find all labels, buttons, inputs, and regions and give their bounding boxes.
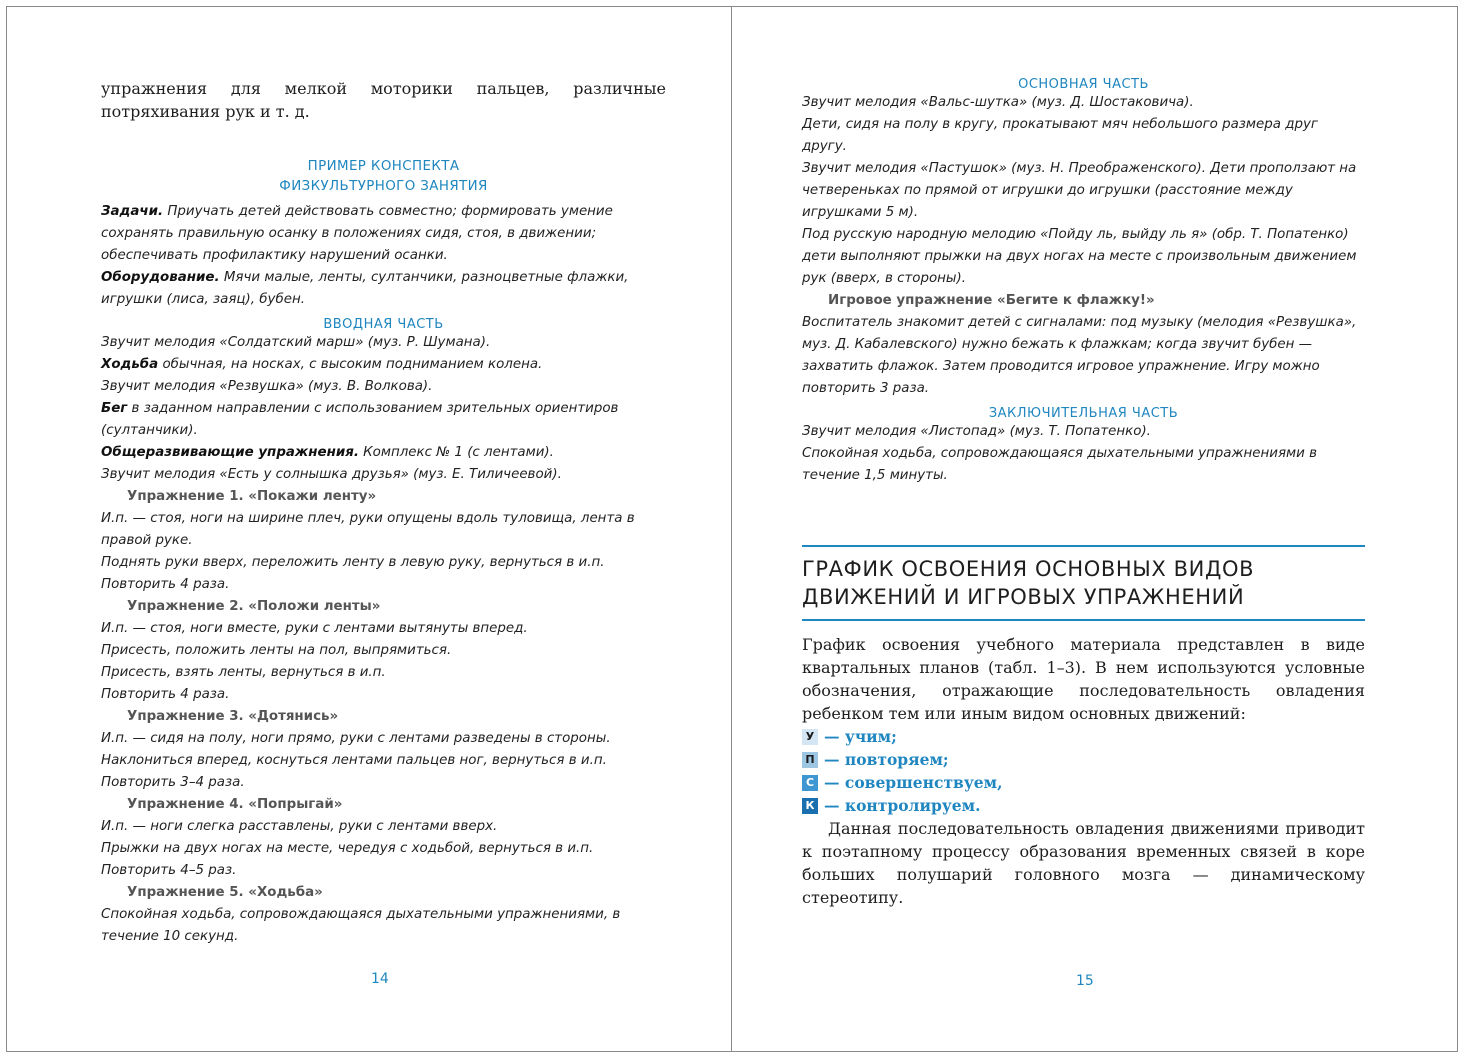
walk-label: Ходьба <box>101 357 159 372</box>
exercise-line: Повторить 4–5 раз. <box>101 863 237 878</box>
conclusion-paragraph: Данная последовательность овладения движениями приводит к поэтапному процессу образования временных связей в коре больших полушарий головного мозга — динамическому стереотипу. <box>802 819 1365 907</box>
tasks-label: Задачи. <box>101 204 164 219</box>
page-number: 14 <box>371 971 389 987</box>
exercise-line: И.п. — стоя, ноги на ширине плеч, руки опущены вдоль туловища, лента в правой руке. <box>101 511 635 548</box>
exercise-line: Повторить 4 раза. <box>101 577 230 592</box>
right-page <box>732 6 1458 1052</box>
legend-text: — совершенствуем, <box>824 773 1003 792</box>
text-line: Дети, сидя на полу в кругу, прокатывают мяч небольшого размера друг другу. <box>802 117 1318 154</box>
equipment-paragraph <box>101 267 666 311</box>
walk-text: обычная, на носках, с высоким подниманием колена. <box>158 357 543 372</box>
text-line: Звучит мелодия «Резвушка» (муз. В. Волкова). <box>101 379 433 394</box>
exercise-5-title: Упражнение 5. «Ходьба» <box>127 885 323 900</box>
legend-item <box>802 771 1365 794</box>
exercise-line: И.п. — стоя, ноги вместе, руки с лентами вытянуты вперед. <box>101 621 528 636</box>
text-line: Звучит мелодия «Вальс-шутка» (муз. Д. Шостаковича). <box>802 95 1194 110</box>
text-line: Звучит мелодия «Солдатский марш» (муз. Р. Шумана). <box>101 335 491 350</box>
legend-marker-u: У <box>802 729 818 745</box>
legend <box>802 725 1365 817</box>
game-exercise-text: Воспитатель знакомит детей с сигналами: под музыку (мелодия «Резвушка», муз. Д. Кабалевского) нужно бежать к флажкам; когда звучит бубен — захватить флажок. Затем проводится игровое упражнение. Игру можно повторить 3 раза. <box>802 315 1357 396</box>
run-paragraph <box>101 398 666 442</box>
exercise-line: Присесть, положить ленты на пол, выпрямиться. <box>101 643 452 658</box>
chart-description-paragraph: График освоения учебного материала представлен в виде квартальных планов (табл. 1–3). В нем используются условные обозначения, отражающие последовательность овладения ребенком тем или иным видом основных движений: <box>802 635 1365 723</box>
general-exercises-label: Общеразвивающие упражнения. <box>101 445 359 460</box>
exercise-line: Повторить 3–4 раза. <box>101 775 245 790</box>
exercise-line: Прыжки на двух ногах на месте, чередуя с ходьбой, вернуться в и.п. <box>101 841 594 856</box>
exercise-4-title: Упражнение 4. «Попрыгай» <box>127 797 343 812</box>
main-part-heading: ОСНОВНАЯ ЧАСТЬ <box>1018 77 1149 92</box>
exercise-line: Спокойная ходьба, сопровождающаяся дыхательными упражнениями, в течение 10 секунд. <box>101 907 621 944</box>
left-page <box>6 6 732 1052</box>
legend-item <box>802 794 1365 817</box>
legend-text: — учим; <box>824 727 897 746</box>
section-title-line2: ФИЗКУЛЬТУРНОГО ЗАНЯТИЯ <box>279 179 488 194</box>
chapter-heading-line2: ДВИЖЕНИЙ И ИГРОВЫХ УПРАЖНЕНИЙ <box>802 585 1245 609</box>
exercise-line: И.п. — ноги слегка расставлены, руки с лентами вверх. <box>101 819 498 834</box>
legend-marker-p: П <box>802 752 818 768</box>
text-line: Под русскую народную мелодию «Пойду ль, выйду ль я» (обр. Т. Попатенко) дети выполняют прыжки на двух ногах на месте с произвольным движением рук (вверх, в стороны). <box>802 227 1357 286</box>
equipment-text: Мячи малые, ленты, султанчики, разноцветные флажки, игрушки (лиса, заяц), бубен. <box>101 270 629 307</box>
tasks-text: Приучать детей действовать совместно; формировать умение сохранять правильную осанку в положениях сидя, стоя, в движении; обеспечивать профилактику нарушений осанки. <box>101 204 613 263</box>
legend-marker-k: К <box>802 798 818 814</box>
game-exercise-title: Игровое упражнение «Бегите к флажку!» <box>828 293 1155 308</box>
chapter-heading <box>802 545 1365 621</box>
exercise-line: Повторить 4 раза. <box>101 687 230 702</box>
left-column <box>101 77 666 948</box>
exercise-1-title: Упражнение 1. «Покажи ленту» <box>127 489 377 504</box>
legend-text: — контролируем. <box>824 796 981 815</box>
run-text: в заданном направлении с использованием зрительных ориентиров (султанчики). <box>101 401 619 438</box>
exercise-3-title: Упражнение 3. «Дотянись» <box>127 709 339 724</box>
text-line: Звучит мелодия «Листопад» (муз. Т. Попатенко). <box>802 424 1151 439</box>
intro-part-heading: ВВОДНАЯ ЧАСТЬ <box>323 317 444 332</box>
exercise-line: Наклониться вперед, коснуться лентами пальцев ног, вернуться в и.п. <box>101 753 607 768</box>
walk-paragraph <box>101 354 666 376</box>
text-line: Спокойная ходьба, сопровождающаяся дыхательными упражнениями в течение 1,5 минуты. <box>802 446 1317 483</box>
chapter-heading-line1: ГРАФИК ОСВОЕНИЯ ОСНОВНЫХ ВИДОВ <box>802 557 1255 581</box>
exercise-2-title: Упражнение 2. «Положи ленты» <box>127 599 381 614</box>
right-column <box>802 77 1365 909</box>
legend-item <box>802 748 1365 771</box>
equipment-label: Оборудование. <box>101 270 220 285</box>
legend-marker-s: С <box>802 775 818 791</box>
section-title-line1: ПРИМЕР КОНСПЕКТА <box>307 159 460 174</box>
exercise-line: Поднять руки вверх, переложить ленту в левую руку, вернуться в и.п. <box>101 555 605 570</box>
text-line: Звучит мелодия «Есть у солнышка друзья» (муз. Е. Тиличеевой). <box>101 467 562 482</box>
intro-paragraph: упражнения для мелкой моторики пальцев, различные потряхивания рук и т. д. <box>101 79 666 121</box>
text-line: Звучит мелодия «Пастушок» (муз. Н. Преображенского). Дети проползают на четвереньках по прямой от игрушки до игрушки (расстояние между игрушками 5 м). <box>802 161 1357 220</box>
legend-text: — повторяем; <box>824 750 949 769</box>
general-exercises-text: Комплекс № 1 (с лентами). <box>358 445 554 460</box>
legend-item <box>802 725 1365 748</box>
exercise-line: И.п. — сидя на полу, ноги прямо, руки с лентами разведены в стороны. <box>101 731 611 746</box>
page-number: 15 <box>1076 973 1094 989</box>
tasks-paragraph <box>101 201 666 267</box>
final-part-heading: ЗАКЛЮЧИТЕЛЬНАЯ ЧАСТЬ <box>988 406 1179 421</box>
exercise-line: Присесть, взять ленты, вернуться в и.п. <box>101 665 386 680</box>
run-label: Бег <box>101 401 128 416</box>
general-exercises-paragraph <box>101 442 666 464</box>
